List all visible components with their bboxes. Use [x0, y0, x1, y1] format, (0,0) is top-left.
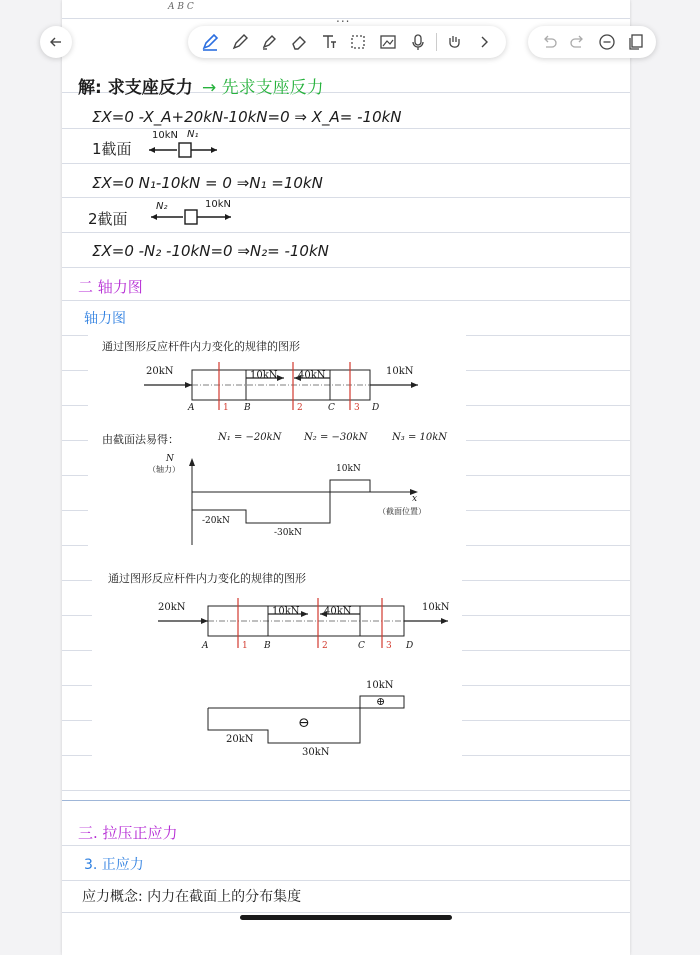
section-1-label: 1截面	[92, 140, 132, 158]
figure-1-n3: N₃ = 10kN	[392, 432, 448, 443]
text-icon	[320, 33, 338, 51]
figure-2-force-right: 10kN	[422, 602, 450, 613]
figure-2-drawing	[92, 562, 462, 782]
ruled-line	[62, 163, 630, 164]
axis-n-label: N	[166, 454, 174, 464]
image-tool-button[interactable]	[376, 30, 400, 54]
pencil-tool-button[interactable]	[228, 30, 252, 54]
section-1-right-force: N₁	[187, 129, 199, 140]
more-dots[interactable]: ...	[336, 11, 351, 25]
figure-2-caption: 通过图形反应杆件内力变化的规律的图形	[108, 572, 306, 585]
figure-1-force-mid1: 10kN	[250, 370, 278, 381]
figure-1-n1: N₁ = −20kN	[218, 432, 282, 443]
figure-2-point-B: B	[264, 641, 271, 651]
point-A: A	[188, 403, 195, 413]
section-2-sketch	[147, 208, 237, 228]
subheading-normal-stress: 3. 正应力	[84, 857, 144, 873]
ruled-line	[62, 267, 630, 268]
figure-2-point-C: C	[358, 641, 365, 651]
top-fragment: A B C	[168, 2, 194, 12]
highlighter-icon	[260, 33, 278, 51]
figure-1-value-pos: 10kN	[336, 464, 361, 474]
heading-axial-force-diagram: 二 轴力图	[78, 278, 143, 296]
drawing-toolbar	[188, 26, 506, 58]
ruled-line	[62, 128, 630, 129]
pen-icon	[201, 33, 219, 51]
solution-label: 解: 求支座反力	[78, 78, 193, 98]
figure-2-value-neg1: 20kN	[226, 734, 254, 745]
back-arrow-icon	[49, 35, 63, 49]
figure-2	[92, 562, 462, 782]
section-2-left-force: N₂	[156, 201, 168, 212]
figure-2-value-neg2: 30kN	[302, 747, 330, 758]
point-C: C	[328, 403, 335, 413]
section-2-label: 2截面	[88, 210, 128, 228]
axis-n-cn-label: （轴力）	[148, 465, 180, 474]
figure-2-point-A: A	[202, 641, 209, 651]
section-2-right-force: 10kN	[205, 199, 231, 210]
point-B: B	[244, 403, 251, 413]
home-indicator[interactable]	[240, 915, 452, 920]
pencil-icon	[231, 33, 249, 51]
figure-1-method: 由截面法易得：	[102, 433, 179, 446]
toolbar-separator	[436, 33, 437, 51]
eraser-tool-button[interactable]	[287, 30, 311, 54]
toolbar-next-button[interactable]	[472, 30, 496, 54]
pages-icon	[627, 33, 645, 51]
ruled-line	[62, 790, 630, 791]
figure-2-section-2-marker: 2	[322, 641, 328, 651]
figure-2-section-1-marker: 1	[242, 641, 248, 651]
figure-1	[88, 330, 466, 550]
lasso-icon	[349, 33, 367, 51]
section-1-left-force: 10kN	[152, 130, 178, 141]
highlighter-tool-button[interactable]	[257, 30, 281, 54]
undo-icon	[540, 33, 558, 51]
figure-1-force-mid2: 40kN	[298, 370, 326, 381]
ruled-line	[62, 300, 630, 301]
figure-2-force-left: 20kN	[158, 602, 186, 613]
figure-2-minus-sign: ⊖	[298, 715, 310, 731]
section-2-marker: 2	[297, 403, 303, 413]
figure-2-value-pos: 10kN	[366, 680, 394, 691]
figure-2-force-mid2: 40kN	[324, 606, 352, 617]
hand-icon	[445, 33, 463, 51]
stress-concept: 应力概念: 内力在截面上的分布集度	[82, 889, 302, 905]
heading-normal-stress: 三. 拉压正应力	[78, 824, 178, 842]
lasso-tool-button[interactable]	[347, 30, 371, 54]
mic-tool-button[interactable]	[406, 30, 430, 54]
point-D: D	[372, 403, 380, 413]
figure-2-point-D: D	[406, 641, 414, 651]
section-3-marker: 3	[354, 403, 360, 413]
figure-2-section-3-marker: 3	[386, 641, 392, 651]
pages-button[interactable]	[624, 30, 648, 54]
ruled-line	[62, 845, 630, 846]
ruled-line	[62, 197, 630, 198]
figure-1-caption: 通过图形反应杆件内力变化的规律的图形	[102, 340, 300, 353]
figure-1-force-left: 20kN	[146, 366, 174, 377]
figure-2-plus-sign: ⊕	[376, 695, 386, 708]
figure-1-n2: N₂ = −30kN	[304, 432, 368, 443]
figure-2-force-mid1: 10kN	[272, 606, 300, 617]
hand-tool-button[interactable]	[443, 30, 467, 54]
back-button[interactable]	[40, 26, 72, 58]
page-divider	[62, 800, 630, 801]
section-1-marker: 1	[223, 403, 229, 413]
equation-1: ΣX=0 -X_A+20kN-10kN=0 ⇒ X_A= -10kN	[92, 108, 402, 126]
note-page[interactable]	[62, 0, 630, 955]
redo-button[interactable]	[566, 30, 590, 54]
figure-1-value-neg1: -20kN	[202, 516, 230, 526]
pen-tool-button[interactable]	[198, 30, 222, 54]
more-icon	[598, 33, 616, 51]
more-options-button[interactable]	[595, 30, 619, 54]
ruled-line	[62, 912, 630, 913]
figure-1-force-right: 10kN	[386, 366, 414, 377]
subheading-axial-force-diagram: 轴力图	[84, 311, 126, 327]
equation-2: ΣX=0 N₁-10kN = 0 ⇒N₁ =10kN	[92, 174, 323, 192]
equation-3: ΣX=0 -N₂ -10kN=0 ⇒N₂= -10kN	[92, 242, 329, 260]
eraser-icon	[290, 33, 308, 51]
figure-1-value-neg2: -30kN	[274, 528, 302, 538]
solution-arrow-note: → 先求支座反力	[202, 78, 324, 98]
ruled-line	[62, 232, 630, 233]
mic-icon	[409, 33, 427, 51]
undo-button[interactable]	[537, 30, 561, 54]
chevron-right-icon	[475, 33, 493, 51]
history-toolbar	[528, 26, 656, 58]
ruled-line	[62, 880, 630, 881]
image-icon	[379, 33, 397, 51]
text-tool-button[interactable]	[317, 30, 341, 54]
section-1-sketch	[147, 140, 227, 160]
axis-x-cn-label: （截面位置）	[378, 507, 426, 516]
redo-icon	[569, 33, 587, 51]
axis-x-label: x	[412, 494, 418, 504]
